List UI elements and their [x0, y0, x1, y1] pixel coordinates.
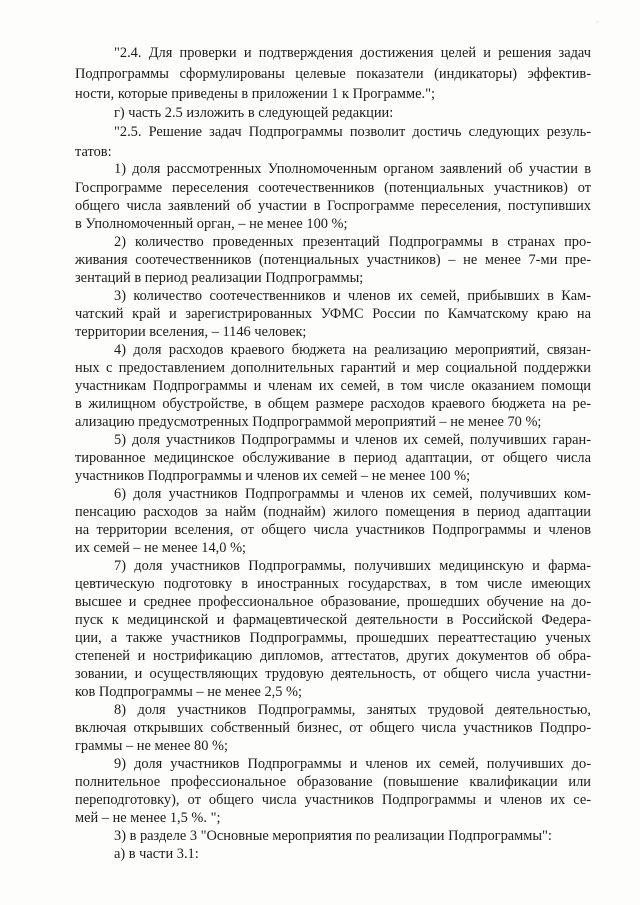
- text-line: 6) доля участников Подпрограммы и членов их семей, получивших ком-: [114, 486, 591, 502]
- text-line: пенсацию расходов за найм (поднайм) жилого помещения в период адаптации: [75, 504, 591, 520]
- corner-mark: ·: [596, 18, 599, 27]
- text-line: ных с предоставлением дополнительных гарантий и мер социальной поддержки: [75, 360, 591, 376]
- text-line: 3) в разделе 3 "Основные мероприятия по реализации Подпрограммы":: [114, 828, 552, 844]
- text-line: чатский край и зарегистрированных УФМС России по Камчатскому краю на: [75, 306, 591, 322]
- text-line: живания соотечественников (потенциальных участников) – не менее 7-ми пре-: [75, 252, 591, 268]
- text-line: г) часть 2.5 изложить в следующей редакции:: [114, 105, 394, 121]
- text-line: ции, а также участников Подпрограммы, прошедших переаттестацию ученых: [75, 630, 591, 646]
- text-line: полнительное профессиональное образование (повышение квалификации или: [75, 774, 591, 790]
- text-line: Подпрограммы сформулированы целевые показатели (индикаторы) эффектив-: [75, 66, 591, 82]
- text-line: 2) количество проведенных презентаций Подпрограммы в странах про-: [114, 234, 591, 250]
- text-line: тированное медицинское обслуживание в период адаптации, от общего числа: [75, 450, 591, 466]
- text-line: 1) доля рассмотренных Уполномоченным органом заявлений об участии в: [114, 161, 591, 177]
- text-line: территории вселения, – 1146 человек;: [75, 324, 307, 340]
- text-line: 4) доля расходов краевого бюджета на реализацию мероприятий, связан-: [114, 342, 591, 358]
- text-line: "2.4. Для проверки и подтверждения достижения целей и решения задач: [114, 45, 591, 61]
- text-line: цевтическую подготовку в иностранных государствах, в том числе имеющих: [75, 576, 591, 592]
- text-line: татов:: [75, 144, 112, 160]
- text-line: 5) доля участников Подпрограммы и членов их семей, получивших гаран-: [114, 432, 591, 448]
- text-line: общего числа заявлений об участии в Госпрограмме переселения, поступивших: [75, 198, 591, 214]
- text-line: зентаций в период реализации Подпрограммы;: [75, 270, 364, 286]
- text-line: ности, которые приведены в приложении 1 к Программе.";: [75, 86, 435, 102]
- text-line: зовании, и осуществляющих трудовую деятельность, от общего числа участни-: [75, 666, 591, 682]
- text-line: на территории вселения, от общего числа участников Подпрограммы и членов: [75, 522, 591, 538]
- text-line: степеней и нострификацию дипломов, аттестатов, других документов об обра-: [75, 648, 591, 664]
- text-line: пуск к медицинской и фармацевтической деятельности в Российской Федера-: [75, 612, 591, 628]
- text-line: ков Подпрограммы – не менее 2,5 %;: [75, 684, 303, 700]
- text-line: их семей – не менее 14,0 %;: [75, 540, 247, 556]
- text-line: ализацию предусмотренных Подпрограммой мероприятий – не менее 70 %;: [75, 414, 542, 430]
- text-line: "2.5. Решение задач Подпрограммы позволит достичь следующих резуль-: [114, 124, 591, 140]
- text-line: а) в части 3.1:: [114, 846, 199, 862]
- text-line: в жилищном обустройстве, в общем размере расходов краевого бюджета на ре-: [75, 396, 591, 412]
- text-line: в Уполномоченный орган, – не менее 100 %;: [75, 216, 348, 232]
- text-line: переподготовку), от общего числа участников Подпрограммы и членов их се-: [75, 792, 591, 808]
- text-line: участникам Подпрограммы и членам их семей, в том числе оказанием помощи: [75, 378, 591, 394]
- text-line: высшее и среднее профессиональное образование, прошедших обучение на до-: [75, 594, 591, 610]
- text-line: граммы – не менее 80 %;: [75, 738, 228, 754]
- text-line: 8) доля участников Подпрограммы, занятых трудовой деятельностью,: [114, 702, 591, 718]
- text-line: Госпрограмме переселения соотечественников (потенциальных участников) от: [75, 180, 591, 196]
- text-line: 3) количество соотечественников и членов их семей, прибывших в Кам-: [114, 288, 591, 304]
- text-line: 7) доля участников Подпрограммы, получивших медицинскую и фарма-: [114, 558, 591, 574]
- text-line: 9) доля участников Подпрограммы и членов их семей, получивших до-: [114, 756, 591, 772]
- text-line: включая открывших собственный бизнес, от общего числа участников Подпро-: [75, 720, 591, 736]
- text-line: участников Подпрограммы и членов их семей – не менее 100 %;: [75, 468, 471, 484]
- text-line: мей – не менее 1,5 %. ";: [75, 810, 221, 826]
